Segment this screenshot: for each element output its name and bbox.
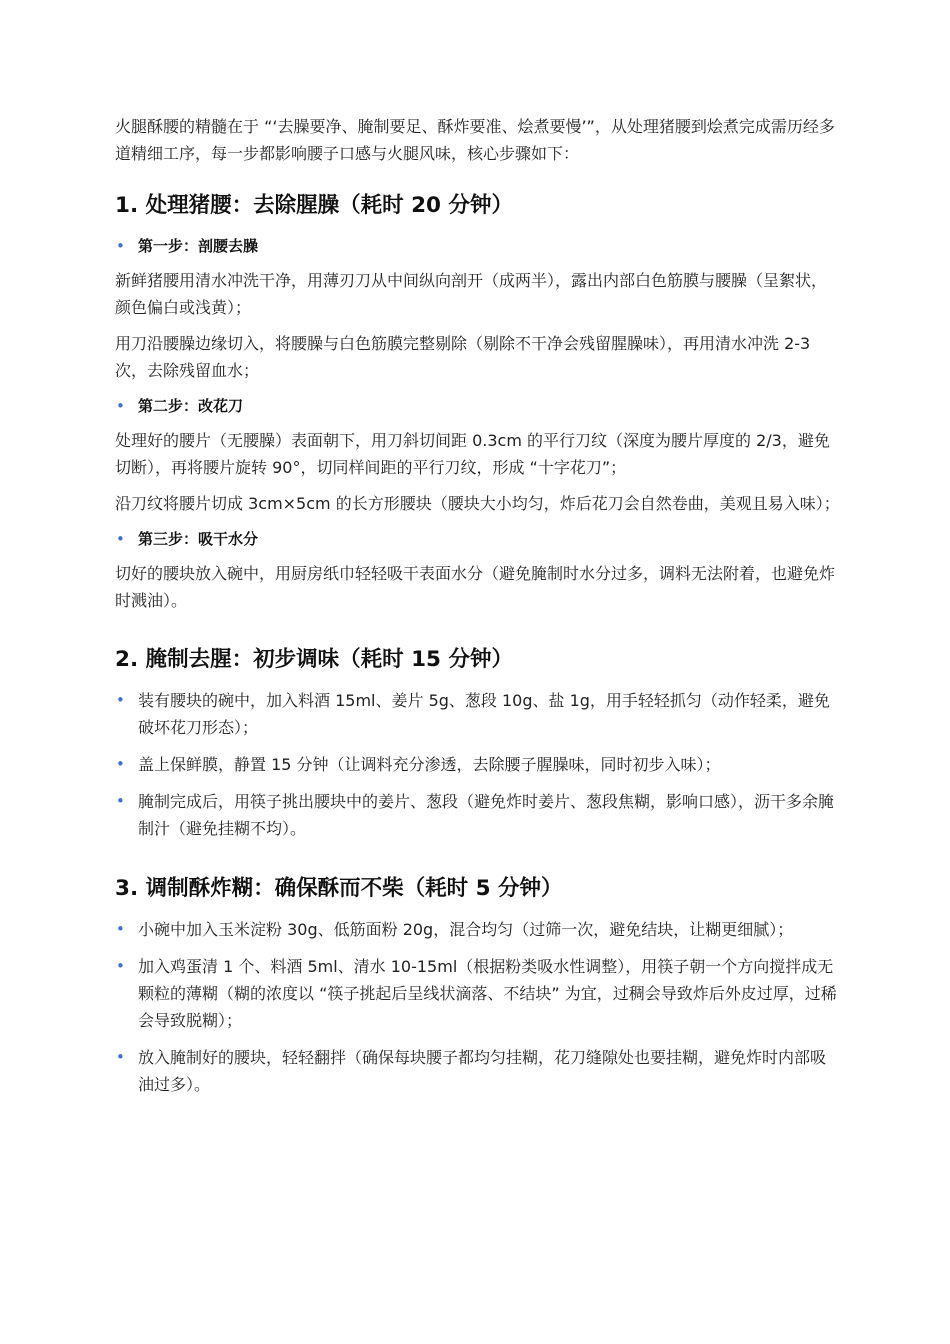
section-heading: 3. 调制酥炸糊：确保酥而不柴（耗时 5 分钟） (115, 876, 563, 901)
bullet-icon: • (116, 691, 125, 709)
list-item (115, 953, 840, 1034)
bullet-icon: • (116, 530, 125, 548)
section-batter (115, 873, 840, 1098)
list-item-text: 放入腌制好的腰块，轻轻翻拌（确保每块腰子都均匀挂糊，花刀缝隙处也要挂糊，避免炸时内部吸油过多）。 (138, 1048, 827, 1094)
bullet-icon: • (116, 755, 125, 773)
step-title (115, 233, 840, 259)
step-title (115, 393, 840, 419)
step-paragraph: 新鲜猪腰用清水冲洗干净，用薄刃刀从中间纵向剖开（成两半），露出内部白色筋膜与腰臊（呈絮状，颜色偏白或浅黄）； (115, 271, 828, 317)
list-item-text: 盖上保鲜膜，静置 15 分钟（让调料充分渗透，去除腰子腥臊味，同时初步入味）； (138, 755, 721, 774)
bullet-icon: • (116, 1048, 125, 1066)
step-title (115, 526, 840, 552)
list-item (115, 916, 840, 943)
section-heading: 2. 腌制去腥：初步调味（耗时 15 分钟） (115, 647, 514, 672)
list-item-text: 加入鸡蛋清 1 个、料酒 5ml、清水 10-15ml（根据粉类吸水性调整），用筷子朝一个方向搅拌成无颗粒的薄糊（糊的浓度以 “筷子挑起后呈线状滴落、不结块” 为宜，过稠会导致炸后外皮过厚，过稀会导致脱糊）； (138, 957, 837, 1030)
bullet-icon: • (116, 792, 125, 810)
list-item-text: 腌制完成后，用筷子挑出腰块中的姜片、葱段（避免炸时姜片、葱段焦糊，影响口感），沥干多余腌制汁（避免挂糊不均）。 (138, 792, 835, 838)
step-paragraph: 切好的腰块放入碗中，用厨房纸巾轻轻吸干表面水分（避免腌制时水分过多，调料无法附着，也避免炸时溅油）。 (115, 564, 836, 610)
bullet-icon: • (116, 957, 125, 975)
step-paragraph: 处理好的腰片（无腰臊）表面朝下，用刀斜切间距 0.3cm 的平行刀纹（深度为腰片厚度的 2/3，避免切断），再将腰片旋转 90°，切同样间距的平行刀纹，形成 “十字花刀”； (115, 431, 830, 477)
bullet-icon: • (116, 397, 125, 415)
intro-paragraph: 火腿酥腰的精髓在于 “‘去臊要净、腌制要足、酥炸要准、烩煮要慢’”，从处理猪腰到烩煮完成需历经多道精细工序，每一步都影响腰子口感与火腿风味，核心步骤如下： (115, 117, 835, 163)
list-item (115, 687, 840, 741)
list-item (115, 1044, 840, 1098)
document-body (115, 113, 840, 1108)
step-paragraph: 用刀沿腰臊边缘切入，将腰臊与白色筋膜完整剔除（剔除不干净会残留腥臊味），再用清水冲洗 2-3 次，去除残留血水； (115, 334, 811, 380)
section-marinate (115, 644, 840, 842)
step-title-text: 第三步：吸干水分 (138, 530, 259, 548)
list-item-text: 装有腰块的碗中，加入料酒 15ml、姜片 5g、葱段 10g、盐 1g，用手轻轻抓匀（动作轻柔，避免破坏花刀形态）； (138, 691, 830, 737)
step-title-text: 第二步：改花刀 (138, 397, 244, 415)
step-title-text: 第一步：剖腰去臊 (138, 237, 259, 255)
step-paragraph: 沿刀纹将腰片切成 3cm×5cm 的长方形腰块（腰块大小均匀，炸后花刀会自然卷曲，美观且易入味）； (115, 494, 840, 513)
list-item-text: 小碗中加入玉米淀粉 30g、低筋面粉 20g，混合均匀（过筛一次，避免结块，让糊更细腻）； (138, 920, 794, 939)
bullet-icon: • (116, 237, 125, 255)
section-heading: 1. 处理猪腰：去除腥臊（耗时 20 分钟） (115, 193, 514, 218)
list-item (115, 788, 840, 842)
list-item (115, 751, 840, 778)
section-process-kidney (115, 190, 840, 614)
bullet-icon: • (116, 920, 125, 938)
